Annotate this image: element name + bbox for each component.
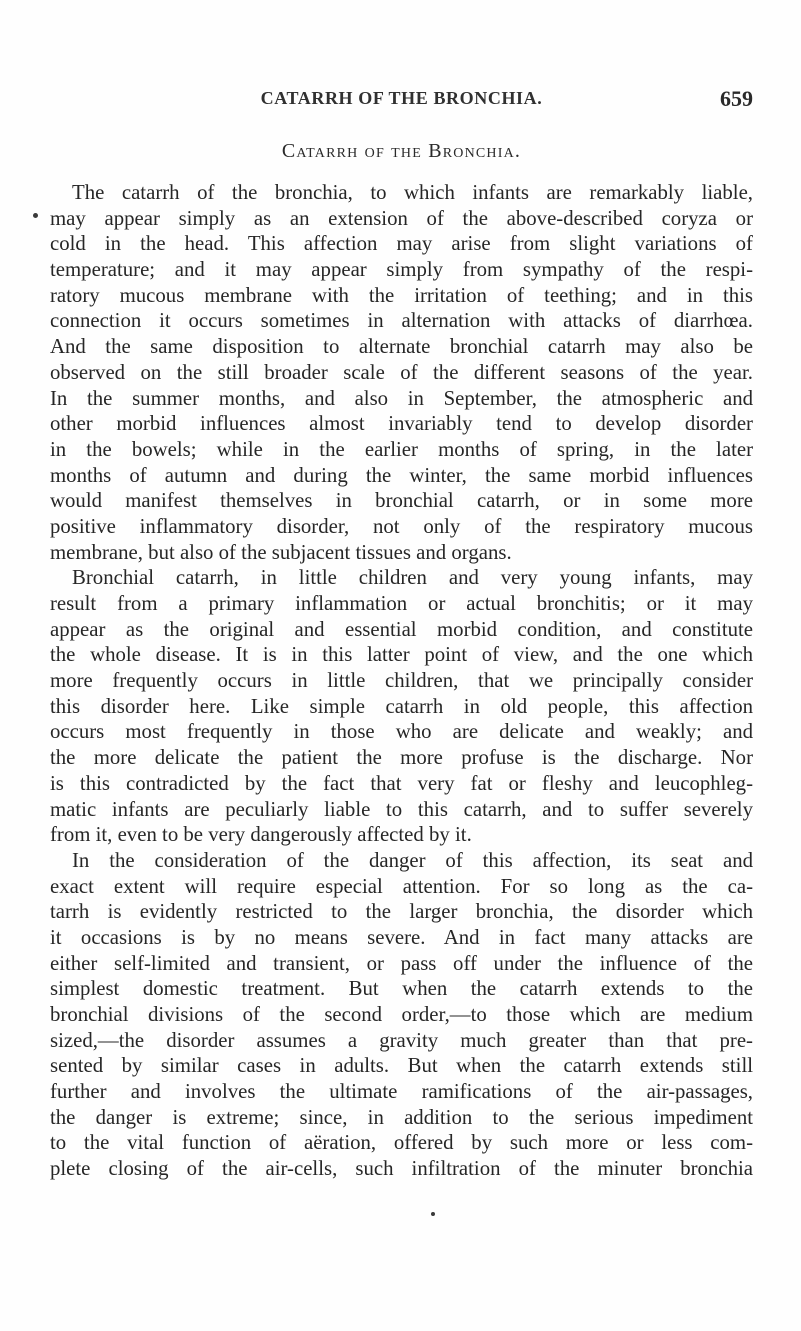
margin-dot-mark [431, 1212, 435, 1216]
text-line: connection it occurs sometimes in alternation with attacks of diarrhœa. [50, 309, 753, 333]
text-line: And the same disposition to alternate bronchial catarrh may also be [50, 335, 753, 359]
text-line: sented by similar cases in adults. But when the catarrh extends still [50, 1054, 753, 1078]
text-line: may appear simply as an extension of the above-described coryza or [50, 206, 753, 230]
running-title: CATARRH OF THE BRONCHIA. [260, 88, 543, 108]
text-line: occurs most frequently in those who are delicate and weakly; and [50, 720, 753, 744]
text-line: in the bowels; while in the earlier months of spring, in the later [50, 437, 753, 461]
text-line: more frequently occurs in little children, that we principally consider [50, 669, 753, 693]
text-line: exact extent will require especial attention. For so long as the ca- [50, 874, 753, 898]
text-line: bronchial divisions of the second order,—to those which are medium [50, 1003, 753, 1026]
text-line: matic infants are peculiarly liable to this catarrh, and to suffer severely [50, 797, 753, 821]
running-header [50, 86, 753, 112]
text-line: plete closing of the air-cells, such infiltration of the minuter bronchia [50, 1157, 753, 1181]
body-text [50, 180, 753, 1182]
text-line: cold in the head. This affection may arise from slight variations of [50, 232, 753, 256]
text-line: further and involves the ultimate ramifications of the air-passages, [50, 1080, 753, 1104]
text-line: membrane, but also of the subjacent tissues and organs. [50, 540, 512, 564]
text-line: appear as the original and essential morbid condition, and constitute [50, 617, 753, 641]
text-line: sized,—the disorder assumes a gravity much greater than that pre- [50, 1028, 753, 1052]
text-line: simplest domestic treatment. But when the catarrh extends to the [50, 977, 753, 1001]
text-line: ratory mucous membrane with the irritation of teething; and in this [50, 283, 753, 307]
section-heading: Catarrh of the Bronchia. [281, 140, 522, 162]
text-line: this disorder here. Like simple catarrh in old people, this affection [50, 694, 753, 718]
text-line: In the consideration of the danger of this affection, its seat and [72, 848, 753, 872]
text-line: other morbid influences almost invariably tend to develop disorder [50, 412, 753, 436]
text-line: from it, even to be very dangerously affected by it. [50, 823, 472, 847]
text-line: it occasions is by no means severe. And in fact many attacks are [50, 925, 753, 949]
text-line: the whole disease. It is in this latter point of view, and the one which [50, 643, 753, 667]
text-line: months of autumn and during the winter, the same morbid influences [50, 463, 753, 487]
page-number: 659 [720, 86, 753, 111]
text-line: The catarrh of the bronchia, to which infants are remarkably liable, [72, 181, 753, 204]
text-line: temperature; and it may appear simply from sympathy of the respi- [50, 258, 753, 282]
margin-dot-mark [33, 213, 38, 218]
text-line: to the vital function of aëration, offered by such more or less com- [50, 1131, 753, 1155]
text-line: In the summer months, and also in September, the atmospheric and [50, 386, 753, 410]
text-line: observed on the still broader scale of the different seasons of the year. [50, 360, 753, 384]
text-line: is this contradicted by the fact that very fat or fleshy and leucophleg- [50, 771, 753, 795]
text-line: result from a primary inflammation or actual bronchitis; or it may [50, 592, 753, 615]
text-line: positive inflammatory disorder, not only of the respiratory mucous [50, 514, 753, 538]
text-line: the more delicate the patient the more profuse is the discharge. Nor [50, 746, 753, 770]
text-line: either self-limited and transient, or pass off under the influence of the [50, 951, 753, 975]
text-line: would manifest themselves in bronchial catarrh, or in some more [50, 489, 753, 513]
text-line: Bronchial catarrh, in little children and very young infants, may [72, 566, 753, 590]
text-line: tarrh is evidently restricted to the larger bronchia, the disorder which [50, 900, 753, 924]
text-line: the danger is extreme; since, in addition to the serious impediment [50, 1105, 753, 1129]
